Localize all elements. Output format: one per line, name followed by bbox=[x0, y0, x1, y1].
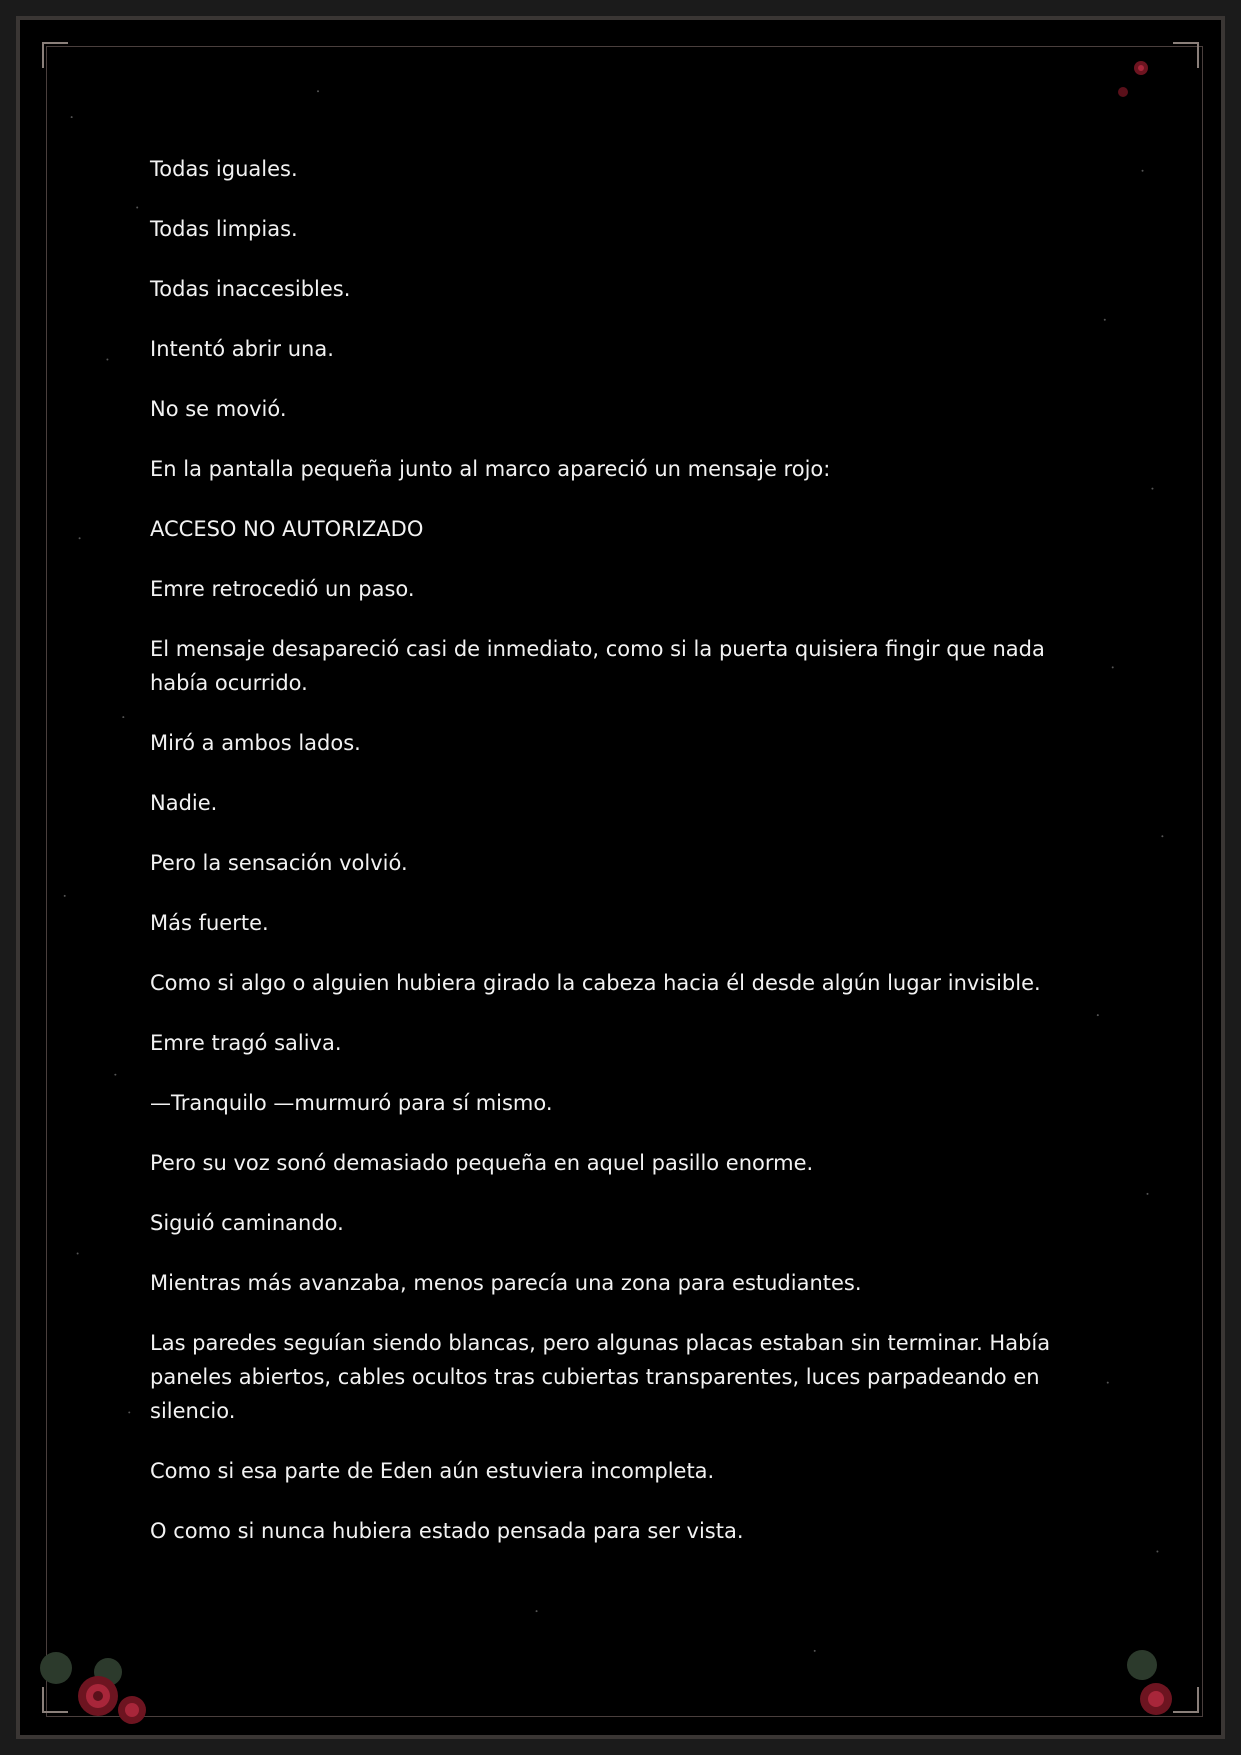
paragraph: Miró a ambos lados. bbox=[150, 731, 361, 755]
paragraph: No se movió. bbox=[150, 397, 287, 421]
paragraph: Todas iguales. bbox=[150, 157, 298, 181]
paragraph: Intentó abrir una. bbox=[150, 337, 334, 361]
page bbox=[16, 16, 1225, 1739]
paragraph: En la pantalla pequeña junto al marco apareció un mensaje rojo: bbox=[150, 457, 831, 481]
paragraph: Nadie. bbox=[150, 791, 218, 815]
paragraph: Como si esa parte de Eden aún estuviera incompleta. bbox=[150, 1459, 715, 1483]
paragraph: Emre tragó saliva. bbox=[150, 1031, 342, 1055]
paragraph: El mensaje desapareció casi de inmediato, como si la puerta quisiera fingir que nada había ocurrido. bbox=[150, 637, 1045, 695]
paragraph: Todas inaccesibles. bbox=[150, 277, 351, 301]
paragraph: Pero la sensación volvió. bbox=[150, 851, 408, 875]
corner-ornament bbox=[1173, 42, 1199, 68]
story-text bbox=[150, 152, 1100, 1574]
corner-ornament bbox=[42, 42, 68, 68]
paragraph: Emre retrocedió un paso. bbox=[150, 577, 415, 601]
paragraph: O como si nunca hubiera estado pensada para ser vista. bbox=[150, 1519, 744, 1543]
paragraph: —Tranquilo —murmuró para sí mismo. bbox=[150, 1091, 553, 1115]
paragraph: Todas limpias. bbox=[150, 217, 298, 241]
paragraph: Mientras más avanzaba, menos parecía una zona para estudiantes. bbox=[150, 1271, 862, 1295]
paragraph: Las paredes seguían siendo blancas, pero algunas placas estaban sin terminar. Había paneles abiertos, cables ocultos tras cubiertas transparentes, luces parpadeando en silencio. bbox=[150, 1331, 1051, 1423]
paragraph: Como si algo o alguien hubiera girado la cabeza hacia él desde algún lugar invisible. bbox=[150, 971, 1041, 995]
paragraph: Pero su voz sonó demasiado pequeña en aquel pasillo enorme. bbox=[150, 1151, 814, 1175]
corner-ornament bbox=[42, 1687, 68, 1713]
corner-ornament bbox=[1173, 1687, 1199, 1713]
paragraph: Más fuerte. bbox=[150, 911, 269, 935]
paragraph: ACCESO NO AUTORIZADO bbox=[150, 517, 424, 541]
paragraph: Siguió caminando. bbox=[150, 1211, 344, 1235]
